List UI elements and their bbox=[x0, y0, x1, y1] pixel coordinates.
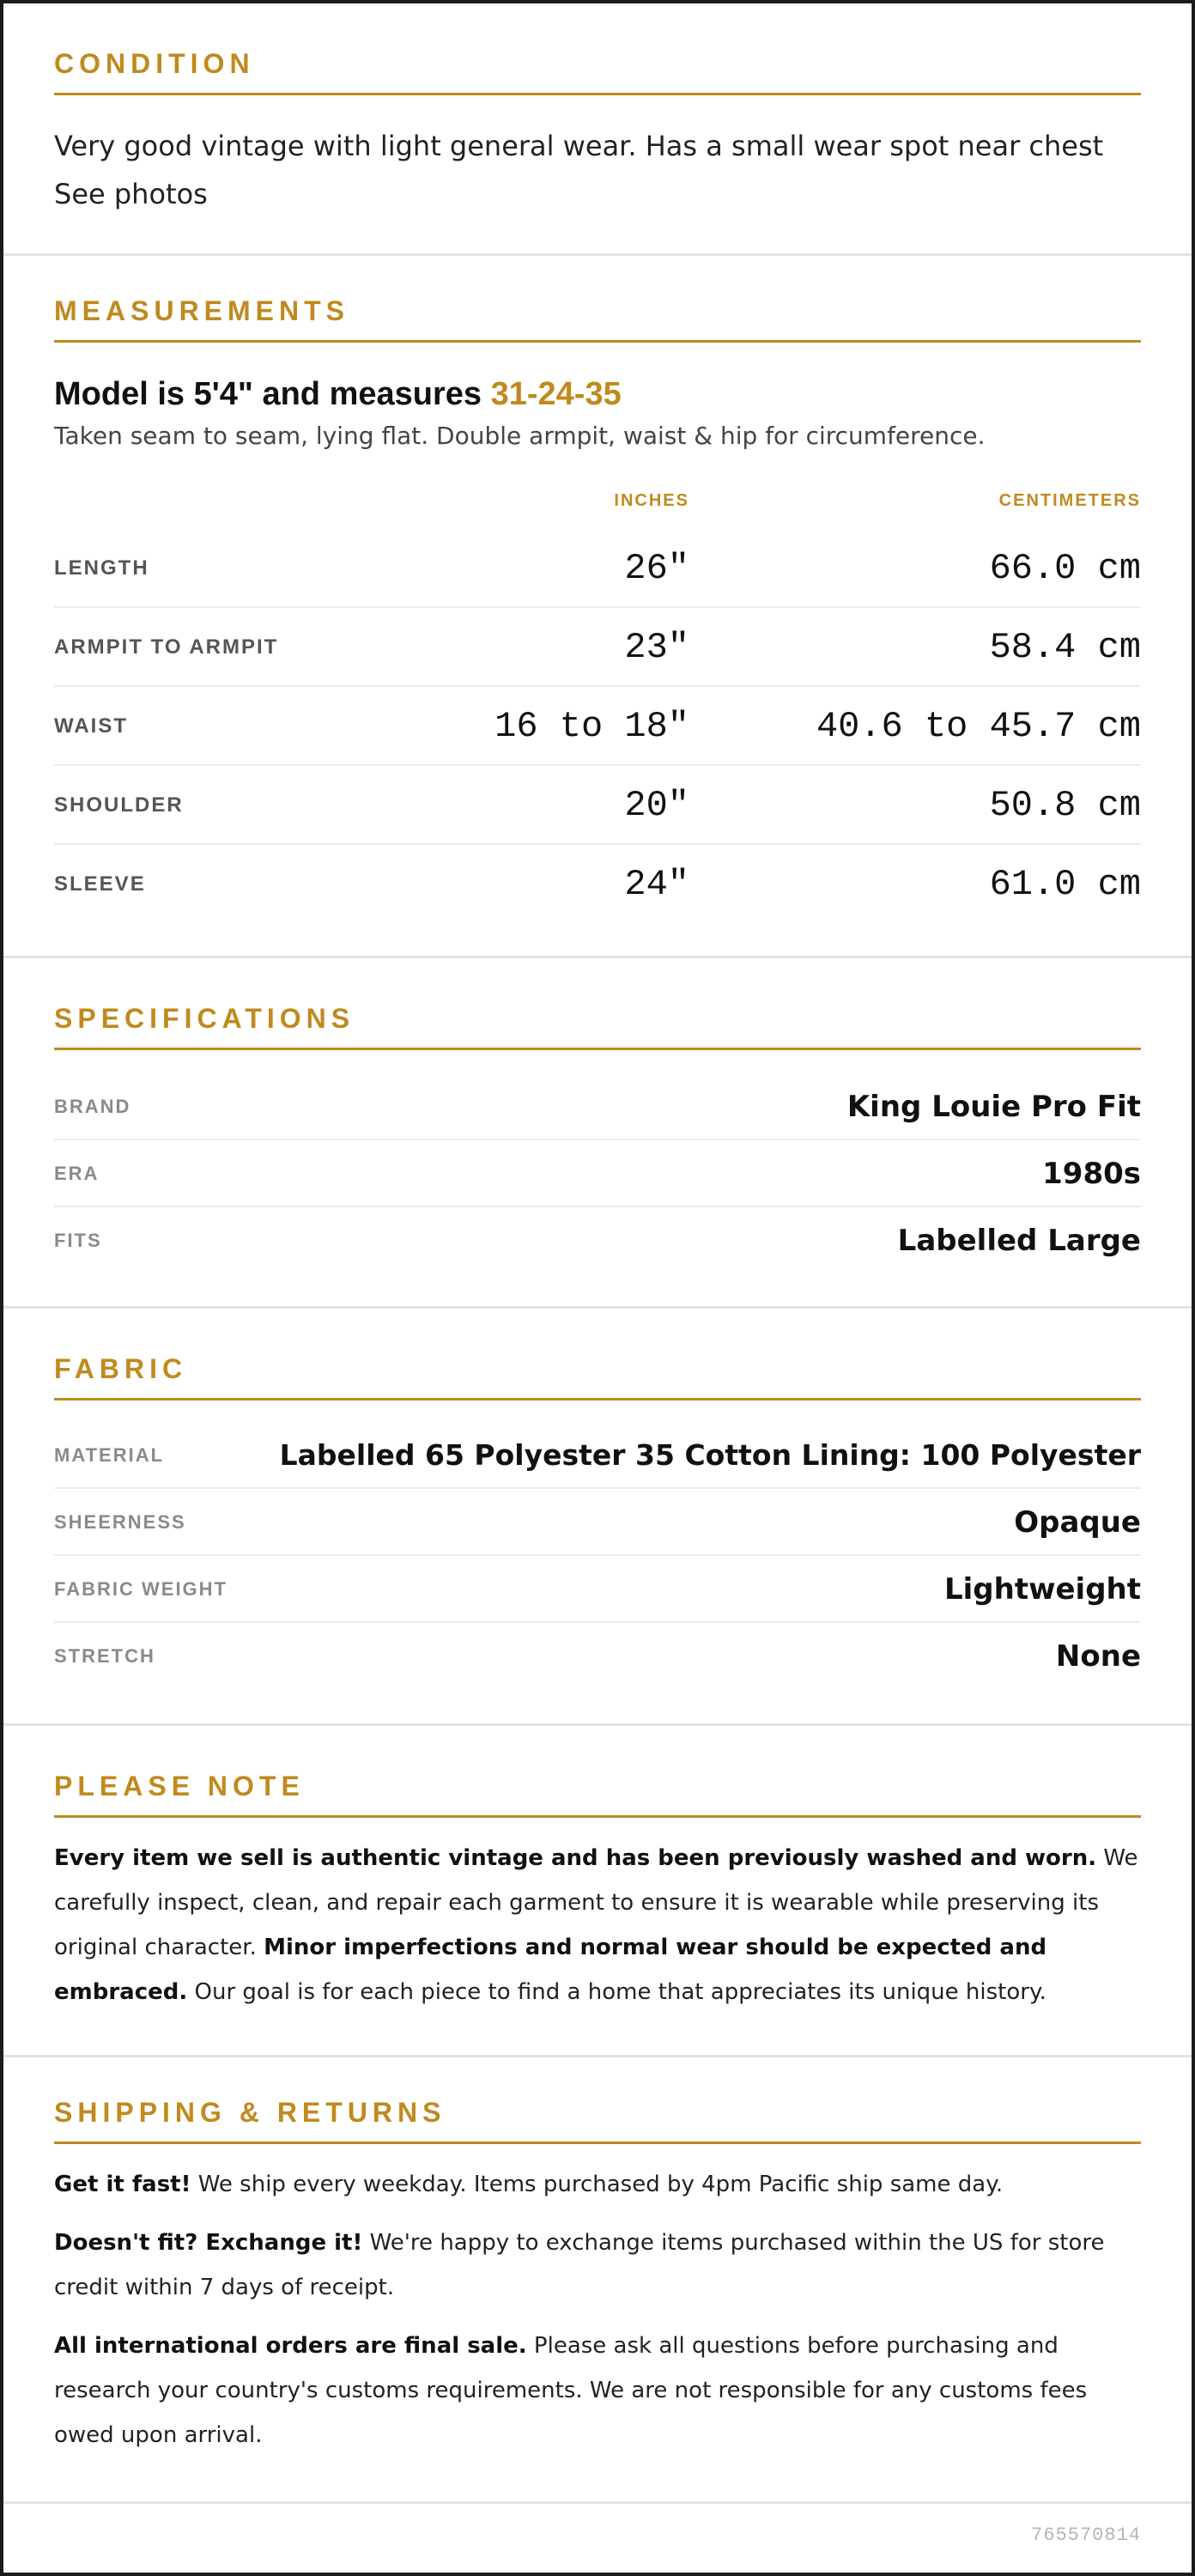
measurement-inches: 23" bbox=[624, 627, 689, 668]
measurement-label: SHOULDER bbox=[54, 793, 184, 817]
fabric-value: Labelled 65 Polyester 35 Cotton Lining: 100 Polyester bbox=[279, 1438, 1141, 1472]
please-note-divider bbox=[54, 1815, 1141, 1818]
model-measurements bbox=[54, 374, 1141, 414]
spec-row-fits bbox=[54, 1207, 1141, 1274]
measurement-label: LENGTH bbox=[54, 556, 149, 580]
shipping-bold-2: Doesn't fit? Exchange it! bbox=[54, 2230, 363, 2256]
condition-text: Very good vintage with light general wear. Has a small wear spot near chest See photos bbox=[54, 130, 1104, 210]
centimeters-column-header: CENTIMETERS bbox=[998, 491, 1141, 510]
shipping-bold-3: All international orders are final sale. bbox=[54, 2333, 527, 2359]
measurement-inches: 24" bbox=[624, 864, 689, 905]
specifications-section bbox=[3, 958, 1192, 1309]
please-note-bold-1: Every item we sell is authentic vintage and has been previously washed and worn. bbox=[54, 1845, 1097, 1871]
specifications-heading: SPECIFICATIONS bbox=[54, 1003, 355, 1034]
shipping-paragraph-1 bbox=[54, 2162, 1141, 2207]
measurement-cm: 40.6 to 45.7 cm bbox=[816, 706, 1141, 747]
measurement-inches: 26" bbox=[624, 548, 689, 589]
please-note-text-2: Our goal is for each piece to find a home that appreciates its unique history. bbox=[187, 1979, 1046, 2005]
fabric-value: None bbox=[1055, 1639, 1141, 1674]
measurement-label: WAIST bbox=[54, 714, 128, 738]
fabric-row-sheerness bbox=[54, 1489, 1141, 1556]
please-note-text bbox=[54, 1836, 1141, 2014]
measurements-heading: MEASUREMENTS bbox=[54, 295, 350, 326]
shipping-text-2: We're happy to exchange items purchased within the US for store credit within 7 days of receipt. bbox=[54, 2230, 1105, 2300]
measurement-row-shoulder bbox=[54, 766, 1141, 845]
measurement-label: SLEEVE bbox=[54, 872, 146, 896]
please-note-text-1: We carefully inspect, clean, and repair each garment to ensure it is wearable while preserving its original character. bbox=[54, 1845, 1138, 1960]
inches-column-header: INCHES bbox=[614, 491, 689, 510]
model-measurements-value: 31-24-35 bbox=[490, 376, 622, 412]
shipping-paragraph-3 bbox=[54, 2324, 1141, 2458]
condition-heading: CONDITION bbox=[54, 48, 255, 79]
spec-row-brand bbox=[54, 1073, 1141, 1140]
measurement-row-length bbox=[54, 529, 1141, 608]
shipping-text-3: Please ask all questions before purchasing and research your country's customs requirements. We are not responsible for any customs fees owed upon arrival. bbox=[54, 2333, 1088, 2448]
condition-divider bbox=[54, 93, 1141, 95]
fabric-section bbox=[3, 1309, 1192, 1726]
measurement-inches: 16 to 18" bbox=[494, 706, 689, 747]
measurements-subtitle: Taken seam to seam, lying flat. Double armpit, waist & hip for circumference. bbox=[54, 422, 986, 450]
measurement-label: ARMPIT TO ARMPIT bbox=[54, 635, 279, 659]
please-note-bold-2: Minor imperfections and normal wear should be expected and embraced. bbox=[54, 1935, 1047, 2005]
measurement-cm: 50.8 cm bbox=[989, 785, 1141, 826]
measurement-row-sleeve bbox=[54, 845, 1141, 924]
fabric-label: STRETCH bbox=[54, 1645, 155, 1667]
measurements-section bbox=[3, 256, 1192, 958]
fabric-row-stretch bbox=[54, 1623, 1141, 1690]
measurement-cm: 66.0 cm bbox=[989, 548, 1141, 589]
specifications-divider bbox=[54, 1048, 1141, 1050]
model-measurements-label: Model is 5'4" and measures bbox=[54, 376, 491, 412]
spec-value: 1980s bbox=[1042, 1157, 1141, 1191]
shipping-bold-1: Get it fast! bbox=[54, 2172, 191, 2197]
spec-value: Labelled Large bbox=[897, 1224, 1141, 1258]
measurement-row-waist bbox=[54, 687, 1141, 766]
shipping-section bbox=[3, 2057, 1192, 2504]
shipping-paragraph-2 bbox=[54, 2221, 1141, 2310]
fabric-row-material bbox=[54, 1422, 1141, 1489]
measurement-cm: 61.0 cm bbox=[989, 864, 1141, 905]
spec-row-era bbox=[54, 1140, 1141, 1207]
fabric-heading: FABRIC bbox=[54, 1353, 188, 1384]
spec-label: ERA bbox=[54, 1163, 100, 1184]
fabric-divider bbox=[54, 1398, 1141, 1400]
measurement-inches: 20" bbox=[624, 785, 689, 826]
spec-label: BRAND bbox=[54, 1096, 131, 1117]
shipping-heading: SHIPPING & RETURNS bbox=[54, 2097, 446, 2128]
measurement-row-armpit bbox=[54, 608, 1141, 687]
please-note-section bbox=[3, 1726, 1192, 2057]
fabric-value: Opaque bbox=[1014, 1505, 1141, 1540]
shipping-text-1: We ship every weekday. Items purchased by 4pm Pacific ship same day. bbox=[191, 2172, 1004, 2197]
spec-label: FITS bbox=[54, 1230, 102, 1251]
measurements-divider bbox=[54, 340, 1141, 343]
item-id: 765570814 bbox=[1031, 2524, 1141, 2546]
shipping-divider bbox=[54, 2142, 1141, 2144]
fabric-label: MATERIAL bbox=[54, 1444, 165, 1466]
fabric-value: Lightweight bbox=[943, 1572, 1141, 1607]
measurement-cm: 58.4 cm bbox=[989, 627, 1141, 668]
condition-section bbox=[3, 3, 1192, 256]
please-note-heading: PLEASE NOTE bbox=[54, 1771, 305, 1801]
spec-value: King Louie Pro Fit bbox=[846, 1090, 1141, 1124]
fabric-label: FABRIC WEIGHT bbox=[54, 1578, 227, 1600]
fabric-row-weight bbox=[54, 1556, 1141, 1623]
fabric-label: SHEERNESS bbox=[54, 1511, 186, 1533]
